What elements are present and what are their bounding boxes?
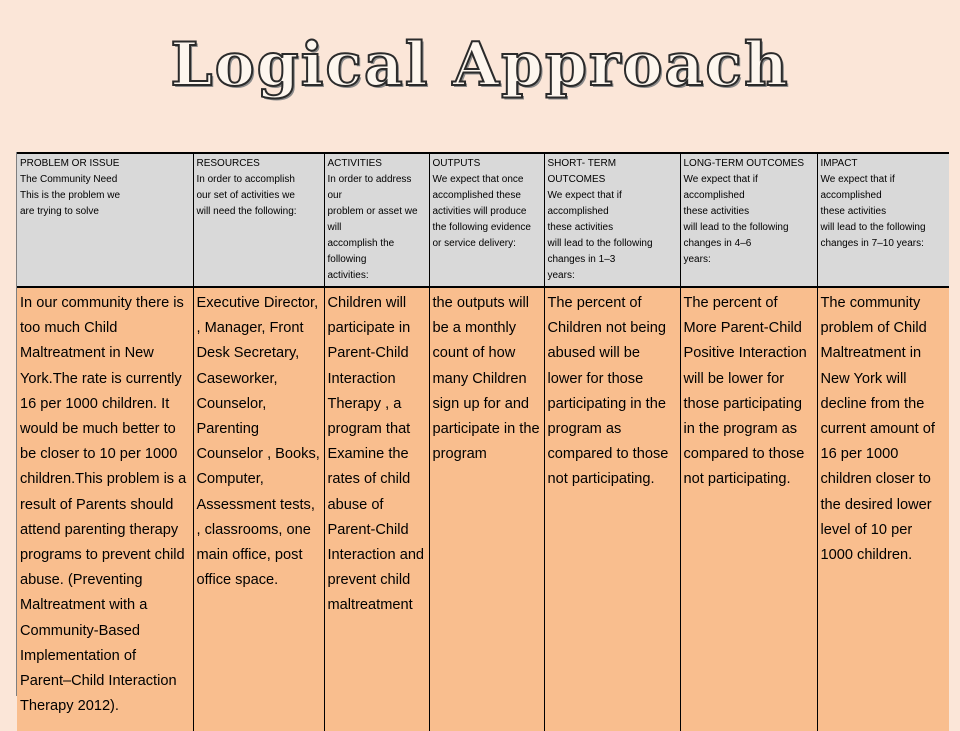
cell-activities: Children will participate in Parent-Child Interaction Therapy , a program that Examine the rates of child abuse of Parent-Child Interaction and prevent child maltreatment (324, 287, 429, 731)
cell-problem-or-issue: In our community there is too much Child Maltreatment in New York.The rate is currently 16 per 1000 children. It would be much better to be closer to 10 per 1000 children.This problem is a result of Parents should attend parenting therapy programs to prevent child abuse. (Preventing Maltreatment with a Community-Based Implementation of Parent–Child Interaction Therapy 2012). (17, 287, 193, 731)
slide-title: Logical Approach (170, 30, 790, 100)
header-activities: ACTIVITIES In order to address our problem or asset we will accomplish the following activities: (324, 153, 429, 287)
cell-long-term-outcomes: The percent of More Parent-Child Positive Interaction will be lower for those participating in the program as compared to those not participating. (680, 287, 817, 731)
header-short-term-outcomes: SHORT- TERM OUTCOMES We expect that if accomplished these activities will lead to the following changes in 1–3 years: (544, 153, 680, 287)
header-resources: RESOURCES In order to accomplish our set of activities we will need the following: (193, 153, 324, 287)
header-long-term-outcomes: LONG-TERM OUTCOMES We expect that if accomplished these activities will lead to the following changes in 4–6 years: (680, 153, 817, 287)
cell-impact: The community problem of Child Maltreatment in New York will decline from the current amount of 16 per 1000 children closer to the desired lower level of 10 per 1000 children. (817, 287, 949, 731)
header-problem-or-issue: PROBLEM OR ISSUE The Community Need This is the problem we are trying to solve (17, 153, 193, 287)
table-row (17, 287, 949, 731)
cell-outputs: the outputs will be a monthly count of how many Children sign up for and participate in the program (429, 287, 544, 731)
cell-short-term-outcomes: The percent of Children not being abused will be lower for those participating in the program as compared to those not participating. (544, 287, 680, 731)
cell-resources: Executive Director, , Manager, Front Desk Secretary, Caseworker, Counselor, Parenting Counselor , Books, Computer, Assessment tests, , classrooms, one main office, post office space. (193, 287, 324, 731)
logic-model-table-container (16, 152, 949, 715)
logic-model-table (17, 152, 949, 731)
header-outputs: OUTPUTS We expect that once accomplished these activities will produce the following evidence or service delivery: (429, 153, 544, 287)
table-header-row (17, 153, 949, 287)
header-impact: IMPACT We expect that if accomplished these activities will lead to the following changes in 7–10 years: (817, 153, 949, 287)
